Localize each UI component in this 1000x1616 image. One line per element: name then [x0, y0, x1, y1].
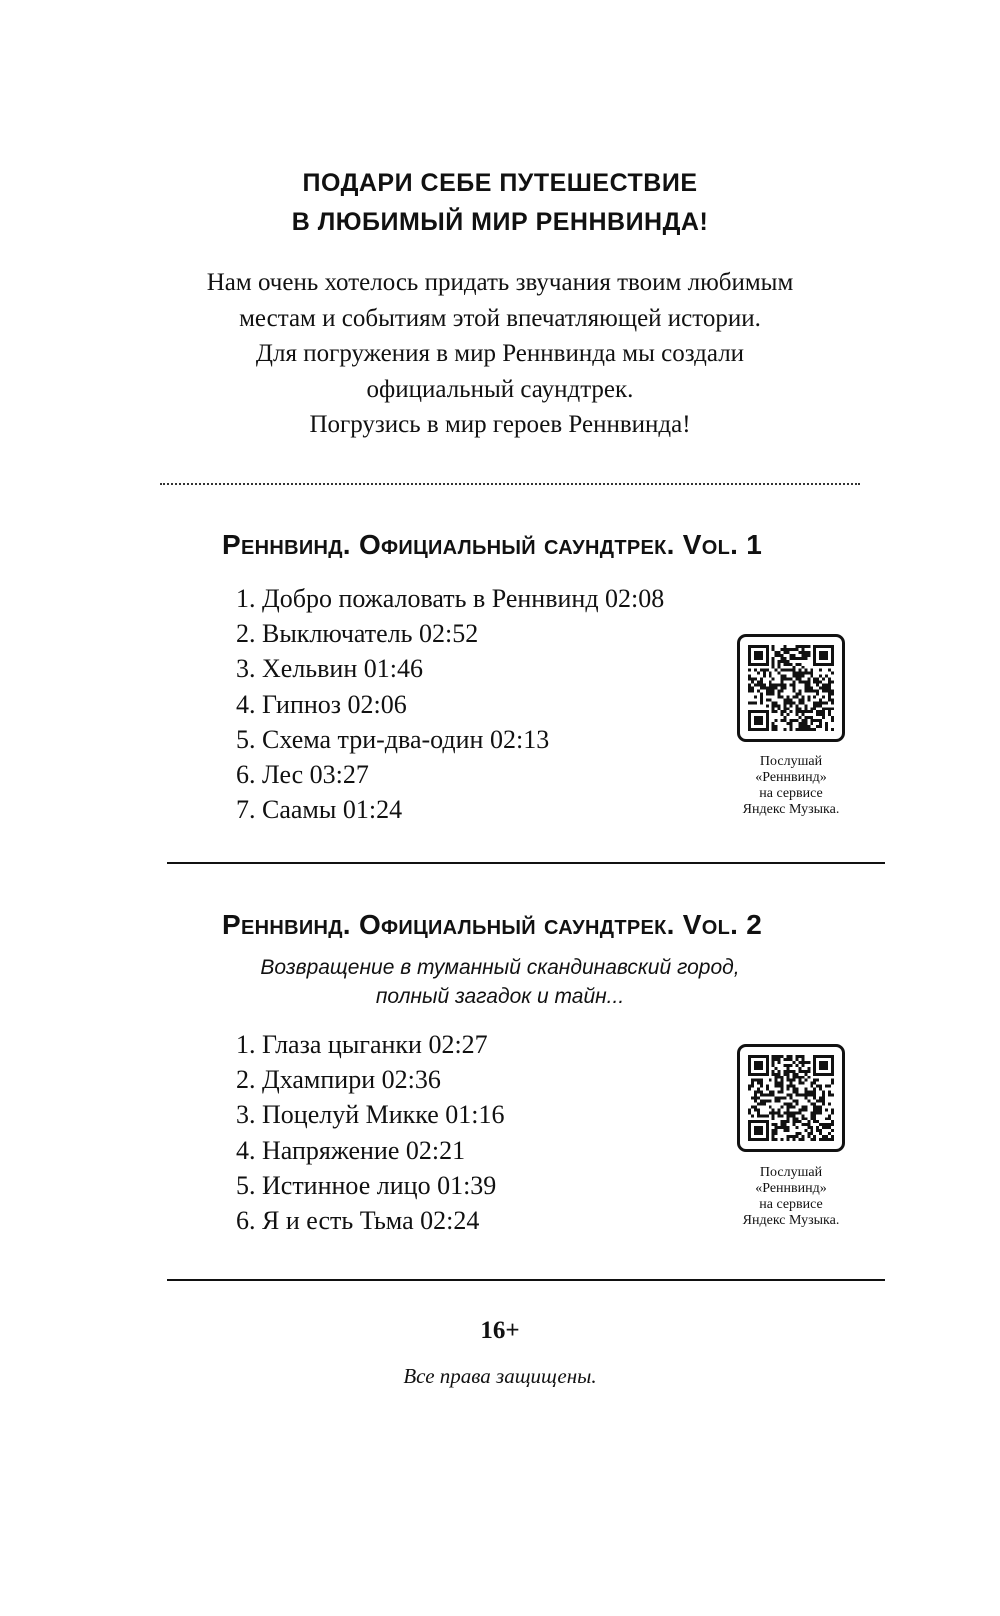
volume-2-tagline — [0, 953, 1000, 1011]
track-item: 4. Напряжение 02:21 — [236, 1135, 466, 1165]
track-item: 3. Поцелуй Микке 01:16 — [236, 1100, 505, 1130]
track-item: 4. Гипноз 02:06 — [236, 689, 407, 719]
volume-1-qr-caption — [721, 754, 861, 818]
track-item: 6. Лес 03:27 — [236, 759, 369, 789]
promo-headline-line-2: В ЛЮБИМЫЙ МИР РЕННВИНДА! — [291, 208, 709, 236]
qr-caption-line: «Реннвинд» — [755, 770, 827, 785]
promo-intro-line-3: Для погружения в мир Реннвинда мы создали — [255, 340, 745, 367]
track-item: 1. Глаза цыганки 02:27 — [236, 1030, 488, 1059]
qr-caption-line: на сервисе — [759, 1197, 823, 1212]
volume-2-tracklist — [236, 1027, 505, 1238]
qr-caption-line: Послушай — [759, 1165, 823, 1180]
track-item: 1. Добро пожаловать в Реннвинд 02:08 — [236, 584, 665, 613]
track-item: 5. Истинное лицо 01:39 — [236, 1170, 497, 1200]
age-rating: 16+ — [480, 1317, 520, 1344]
volume-2-title: Реннвинд. Официальный саундтрек. Vol. 2 — [222, 909, 763, 940]
tagline-line-2: полный загадок и тайн... — [375, 985, 625, 1008]
qr-pattern — [748, 645, 834, 731]
promo-intro-line-1: Нам очень хотелось придать звучания твоим любимым — [206, 269, 794, 296]
track-item: 2. Выключатель 02:52 — [236, 619, 479, 649]
track-item: 6. Я и есть Тьма 02:24 — [236, 1205, 480, 1235]
promo-intro-line-5: Погрузись в мир героев Реннвинда! — [309, 411, 691, 438]
track-item: 5. Схема три-два-один 02:13 — [236, 724, 550, 754]
section-divider — [167, 862, 885, 864]
qr-caption-line: на сервисе — [759, 786, 823, 801]
qr-caption-line: Послушай — [759, 754, 823, 769]
section-divider — [167, 1279, 885, 1281]
promo-headline — [0, 164, 1000, 242]
track-item: 2. Дхампири 02:36 — [236, 1065, 441, 1095]
volume-1-tracklist — [236, 581, 664, 827]
qr-caption-line: Яндекс Музыка. — [742, 802, 840, 817]
volume-2-qr-caption — [721, 1165, 861, 1229]
copyright-notice: Все права защищены. — [403, 1364, 597, 1388]
qr-code-icon[interactable] — [737, 1044, 845, 1152]
qr-caption-line: Яндекс Музыка. — [742, 1213, 840, 1228]
track-item: 3. Хельвин 01:46 — [236, 654, 423, 684]
volume-1-title: Реннвинд. Официальный саундтрек. Vol. 1 — [222, 529, 763, 560]
dotted-divider — [160, 483, 860, 485]
tagline-line-1: Возвращение в туманный скандинавский город, — [260, 956, 740, 979]
promo-intro-line-2: местам и событиям этой впечатляющей истории. — [239, 304, 761, 332]
qr-caption-line: «Реннвинд» — [755, 1181, 827, 1196]
promo-intro — [0, 265, 1000, 443]
promo-headline-line-1: ПОДАРИ СЕБЕ ПУТЕШЕСТВИЕ — [302, 169, 698, 197]
track-item: 7. Саамы 01:24 — [236, 795, 403, 825]
promo-intro-line-4: официальный саундтрек. — [366, 375, 634, 403]
qr-pattern — [748, 1055, 834, 1141]
qr-code-icon[interactable] — [737, 634, 845, 742]
